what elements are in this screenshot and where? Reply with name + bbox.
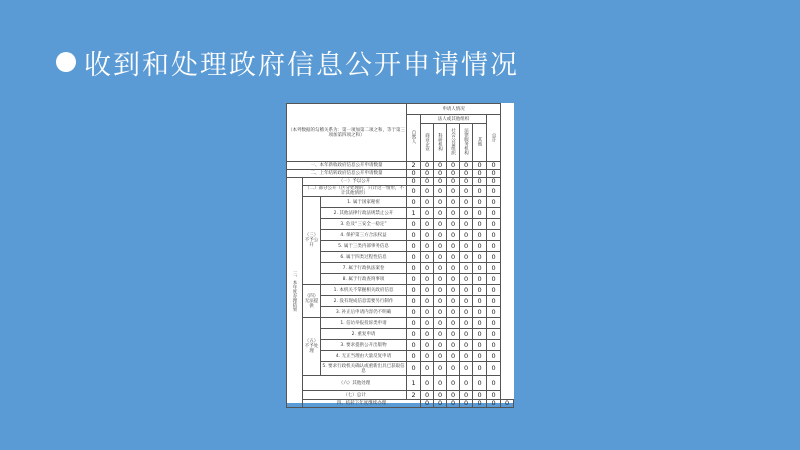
- cell: 0: [487, 263, 501, 274]
- cell: 0: [501, 400, 514, 408]
- cell: 0: [473, 219, 487, 230]
- cell: 0: [460, 178, 473, 186]
- table-row: [287, 362, 514, 376]
- cell: 0: [434, 307, 447, 318]
- table-row: [287, 170, 514, 178]
- cell: 0: [407, 340, 421, 351]
- cell: 0: [421, 329, 434, 340]
- cell: 0: [421, 362, 434, 376]
- bullet-dot-icon: [56, 52, 76, 72]
- org-col-header: 科研机构: [434, 124, 447, 162]
- cell: 0: [407, 170, 421, 178]
- cell: 0: [407, 186, 421, 197]
- cell: 0: [421, 178, 434, 186]
- cell: 0: [434, 296, 447, 307]
- cell: 0: [473, 197, 487, 208]
- cell: 0: [460, 208, 473, 219]
- cell: 0: [407, 178, 421, 186]
- cell: 0: [407, 219, 421, 230]
- cell: 0: [487, 307, 501, 318]
- cell: 0: [460, 241, 473, 252]
- row-label: 8. 属于行政查询事项: [321, 274, 407, 285]
- cell: 0: [447, 178, 460, 186]
- cell: 0: [421, 170, 434, 178]
- cell: 0: [447, 162, 460, 170]
- cell: 0: [473, 400, 487, 408]
- section-header: （五）不予处理: [303, 318, 321, 376]
- cell: 0: [460, 170, 473, 178]
- cell: 0: [487, 329, 501, 340]
- row-label: 3. 危及“三安全一稳定”: [321, 219, 407, 230]
- cell: 0: [434, 263, 447, 274]
- cell: 0: [421, 274, 434, 285]
- cell: 0: [447, 400, 460, 408]
- cell: 0: [487, 241, 501, 252]
- cell: 0: [434, 318, 447, 329]
- cell: 0: [487, 376, 501, 391]
- row-label: 一、本年新收政府信息公开申请数量: [287, 162, 407, 170]
- cell: 0: [473, 241, 487, 252]
- cell: 0: [447, 329, 460, 340]
- cell: 0: [407, 197, 421, 208]
- cell: 0: [487, 391, 501, 400]
- table-row: [287, 329, 514, 340]
- cell: 0: [460, 219, 473, 230]
- cell: 0: [473, 318, 487, 329]
- cell: 0: [407, 230, 421, 241]
- cell: 0: [407, 285, 421, 296]
- cell: 0: [421, 219, 434, 230]
- org-col-header: 商业企业: [421, 124, 434, 162]
- row-label: 1. 属于国家秘密: [321, 197, 407, 208]
- row-label: （七）总计: [303, 391, 407, 400]
- cell: 0: [460, 329, 473, 340]
- table-row: [287, 400, 514, 408]
- row-label: 1. 本机关不掌握相关政府信息: [321, 285, 407, 296]
- cell: 0: [473, 263, 487, 274]
- table-row: [287, 197, 514, 208]
- cell: 0: [460, 318, 473, 329]
- cell: 0: [434, 351, 447, 362]
- table-row: [287, 241, 514, 252]
- cell: 0: [447, 391, 460, 400]
- cell: 0: [434, 391, 447, 400]
- row-label: 2. 其他法律行政法规禁止公开: [321, 208, 407, 219]
- cell: 0: [434, 376, 447, 391]
- cell: 0: [447, 186, 460, 197]
- cell: 0: [434, 329, 447, 340]
- table-row: [287, 285, 514, 296]
- cell: 0: [447, 376, 460, 391]
- cell: 1: [407, 208, 421, 219]
- row-label: 四、结转下年度继续办理: [303, 400, 421, 408]
- row-label: 4. 保护第三方合法权益: [321, 230, 407, 241]
- cell: 0: [460, 307, 473, 318]
- cell: 0: [447, 285, 460, 296]
- cell: 0: [421, 162, 434, 170]
- row-label: （六）其他处理: [303, 376, 407, 391]
- cell: 0: [487, 219, 501, 230]
- cell: 0: [447, 170, 460, 178]
- row-label: 1. 信访举报投诉类申请: [321, 318, 407, 329]
- cell: 0: [447, 208, 460, 219]
- cell: 0: [447, 274, 460, 285]
- row-label: 2. 没有现成信息需要另行制作: [321, 296, 407, 307]
- cell: 0: [487, 274, 501, 285]
- cell: 0: [421, 186, 434, 197]
- cell: 0: [473, 186, 487, 197]
- cell: 0: [434, 186, 447, 197]
- cell: 2: [407, 391, 421, 400]
- cell: 0: [447, 263, 460, 274]
- cell: 0: [407, 307, 421, 318]
- row-label: （一）予以公开: [303, 178, 407, 186]
- cell: 0: [421, 241, 434, 252]
- applicant-group-header: 申请人情况: [407, 104, 501, 115]
- cell: 0: [460, 340, 473, 351]
- row-label: 3. 补正后申请内容仍不明确: [321, 307, 407, 318]
- cell: 0: [447, 351, 460, 362]
- cell: 0: [421, 208, 434, 219]
- cell: 0: [460, 285, 473, 296]
- slide-title: [56, 40, 519, 84]
- cell: 0: [434, 285, 447, 296]
- cell: 2: [407, 162, 421, 170]
- cell: 0: [407, 263, 421, 274]
- cell: 0: [473, 362, 487, 376]
- cell: 0: [460, 376, 473, 391]
- table-row: [287, 230, 514, 241]
- cell: 0: [434, 340, 447, 351]
- cell: 0: [421, 391, 434, 400]
- table-row: [287, 318, 514, 329]
- cell: 0: [460, 162, 473, 170]
- cell: 0: [487, 186, 501, 197]
- table-row: [287, 219, 514, 230]
- cell: 0: [447, 362, 460, 376]
- cell: 0: [460, 362, 473, 376]
- cell: 0: [460, 230, 473, 241]
- cell: 0: [434, 400, 447, 408]
- cell: 0: [473, 252, 487, 263]
- cell: 0: [434, 197, 447, 208]
- cell: 0: [434, 274, 447, 285]
- cell: 0: [421, 400, 434, 408]
- cell: 0: [487, 170, 501, 178]
- cell: 0: [447, 230, 460, 241]
- cell: 0: [460, 263, 473, 274]
- cell: 0: [487, 351, 501, 362]
- cell: 0: [473, 351, 487, 362]
- cell: 0: [434, 208, 447, 219]
- cell: 0: [473, 208, 487, 219]
- cell: 0: [473, 376, 487, 391]
- cell: 0: [421, 296, 434, 307]
- row-label: 7. 属于行政执法案卷: [321, 263, 407, 274]
- cell: 0: [421, 340, 434, 351]
- cell: 0: [434, 162, 447, 170]
- cell: 0: [434, 170, 447, 178]
- cell: 0: [447, 219, 460, 230]
- table-row: [287, 307, 514, 318]
- cell: 0: [460, 274, 473, 285]
- table-row: [287, 208, 514, 219]
- cell: 0: [473, 162, 487, 170]
- cell: 0: [473, 170, 487, 178]
- table-row: [287, 162, 514, 170]
- cell: 0: [447, 318, 460, 329]
- cell: 0: [473, 307, 487, 318]
- cell: 0: [447, 307, 460, 318]
- cell: 0: [407, 318, 421, 329]
- table-row: [287, 376, 514, 391]
- total-header: 总计: [487, 115, 501, 162]
- section-header: （三）不予公开: [303, 197, 321, 285]
- cell: 0: [487, 208, 501, 219]
- cell: 0: [421, 351, 434, 362]
- cell: 0: [473, 285, 487, 296]
- cell: 0: [434, 362, 447, 376]
- org-group-header: 法人或其他组织: [421, 115, 487, 124]
- cell: 0: [407, 296, 421, 307]
- section-header: （四）无法提供: [303, 285, 321, 318]
- cell: 0: [460, 391, 473, 400]
- cell: 0: [421, 318, 434, 329]
- cell: 0: [447, 197, 460, 208]
- cell: 0: [487, 400, 501, 408]
- cell: 0: [407, 351, 421, 362]
- cell: 0: [447, 296, 460, 307]
- cell: 0: [421, 307, 434, 318]
- result-group-header: 三、本年度办理结果: [287, 178, 303, 408]
- table-row: [287, 340, 514, 351]
- cell: 0: [473, 230, 487, 241]
- cell: 0: [487, 340, 501, 351]
- cell: 0: [421, 285, 434, 296]
- table-row: [287, 186, 514, 197]
- cell: 0: [447, 340, 460, 351]
- cell: 0: [434, 252, 447, 263]
- cell: 0: [487, 296, 501, 307]
- cell: 0: [407, 274, 421, 285]
- cell: 0: [407, 362, 421, 376]
- cell: 0: [421, 376, 434, 391]
- cell: 0: [487, 162, 501, 170]
- table-row: [287, 296, 514, 307]
- cell: 0: [473, 391, 487, 400]
- cell: 0: [473, 296, 487, 307]
- cell: 0: [473, 340, 487, 351]
- table-row: [287, 252, 514, 263]
- row-label: 2. 重复申请: [321, 329, 407, 340]
- cell: 0: [421, 263, 434, 274]
- cell: 0: [487, 178, 501, 186]
- cell: 0: [487, 318, 501, 329]
- statistics-table-image: [286, 103, 514, 407]
- table-row: [287, 351, 514, 362]
- statistics-table: [286, 103, 514, 408]
- cell: 0: [447, 241, 460, 252]
- cell: 0: [434, 241, 447, 252]
- cell: 0: [407, 252, 421, 263]
- cell: 0: [421, 252, 434, 263]
- row-label: 3. 要求提供公开出版物: [321, 340, 407, 351]
- cell: 0: [434, 219, 447, 230]
- row-label: 6. 属于四类过程性信息: [321, 252, 407, 263]
- cell: 0: [460, 296, 473, 307]
- cell: 0: [473, 178, 487, 186]
- org-col-header: 其他: [473, 124, 487, 162]
- row-label: 5. 要求行政机关确认或重新出具已获取信息: [322, 363, 405, 374]
- cell: 0: [421, 230, 434, 241]
- cell: 0: [460, 400, 473, 408]
- cell: 0: [487, 230, 501, 241]
- table-row: [287, 178, 514, 186]
- row-label: （二）部分公开（区分处理的，只计这一情形，不计其他情形）: [303, 186, 407, 197]
- cell: 0: [487, 197, 501, 208]
- cell: 0: [473, 329, 487, 340]
- table-row: [287, 391, 514, 400]
- cell: 0: [473, 274, 487, 285]
- cell: 0: [434, 178, 447, 186]
- cell: 0: [460, 252, 473, 263]
- slide-title-text: 收到和处理政府信息公开申请情况: [84, 49, 519, 81]
- header-corner: （本列数据的勾稽关系为：第一项加第二项之和，等于第三项加第四项之和）: [287, 104, 407, 162]
- row-label: 5. 属于三类内部事务信息: [321, 241, 407, 252]
- cell: 0: [434, 230, 447, 241]
- cell: 0: [487, 285, 501, 296]
- org-col-header: 法律服务机构: [460, 124, 473, 162]
- cell: 1: [407, 376, 421, 391]
- cell: 0: [460, 351, 473, 362]
- row-label: 4. 无正当理由大量反复申请: [321, 351, 407, 362]
- cell: 0: [447, 252, 460, 263]
- cell: 0: [460, 186, 473, 197]
- org-col-header: 社会公益组织: [447, 124, 460, 162]
- row-label: 二、上年结转政府信息公开申请数量: [287, 170, 407, 178]
- cell: 0: [487, 252, 501, 263]
- natural-person-header: 自然人: [407, 115, 421, 162]
- table-row: [287, 263, 514, 274]
- cell: 0: [460, 197, 473, 208]
- cell: 0: [407, 329, 421, 340]
- cell: 0: [421, 197, 434, 208]
- cell: 0: [487, 362, 501, 376]
- cell: 0: [407, 241, 421, 252]
- table-row: [287, 274, 514, 285]
